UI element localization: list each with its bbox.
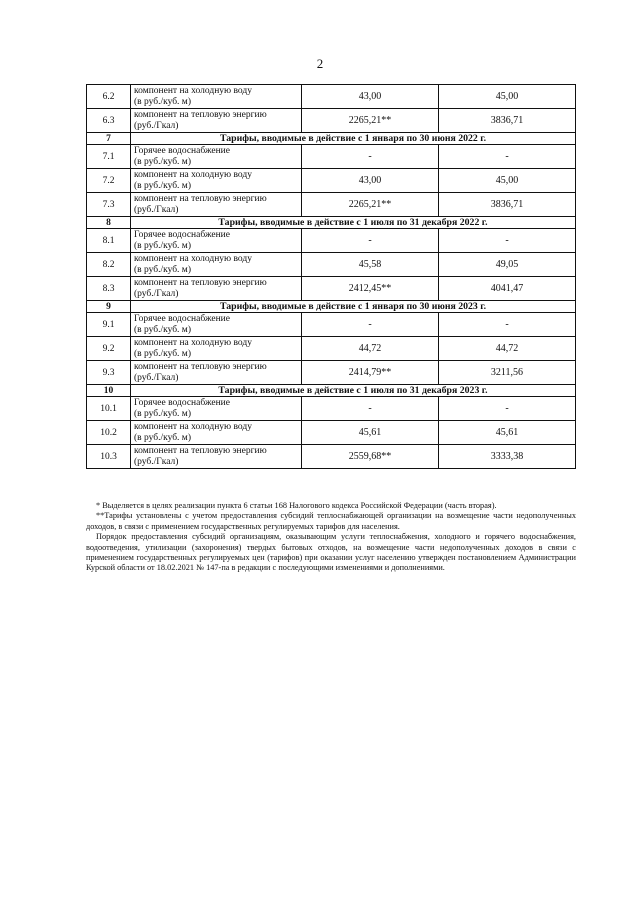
unit-line: (руб./Гкал) bbox=[134, 288, 179, 299]
footnote-subsidy: **Тарифы установлены с учетом предоставления субсидий теплоснабжающей организации на возмещение части недополученных доходов, в связи с применением государственных регулируемых тарифов для населения. bbox=[86, 511, 576, 531]
row-number: 6.2 bbox=[87, 85, 131, 109]
tariff-value-with-vat: 45,00 bbox=[439, 169, 576, 193]
table-row bbox=[87, 253, 576, 277]
footnote-vat: * Выделяется в целях реализации пункта 6 статьи 168 Налогового кодекса Российской Федерации (часть вторая). bbox=[96, 501, 497, 510]
description-line: Горячее водоснабжение bbox=[134, 313, 230, 324]
tariff-description bbox=[131, 397, 302, 421]
table-row bbox=[87, 313, 576, 337]
section-header-row bbox=[87, 133, 576, 145]
unit-line: (в руб./куб. м) bbox=[134, 348, 191, 359]
row-number: 10.2 bbox=[87, 421, 131, 445]
table-row bbox=[87, 337, 576, 361]
table-row bbox=[87, 109, 576, 133]
row-number: 8.3 bbox=[87, 277, 131, 301]
section-title: Тарифы, вводимые в действие с 1 июля по 31 декабря 2023 г. bbox=[131, 385, 576, 397]
section-header-row bbox=[87, 301, 576, 313]
unit-line: (в руб./куб. м) bbox=[134, 408, 191, 419]
row-number: 7.1 bbox=[87, 145, 131, 169]
tariff-description bbox=[131, 361, 302, 385]
tariff-value-without-vat: 2265,21** bbox=[302, 109, 439, 133]
row-number: 9.1 bbox=[87, 313, 131, 337]
table-row bbox=[87, 277, 576, 301]
row-number: 9.2 bbox=[87, 337, 131, 361]
tariff-value-without-vat: 45,61 bbox=[302, 421, 439, 445]
section-title: Тарифы, вводимые в действие с 1 января по 30 июня 2023 г. bbox=[131, 301, 576, 313]
row-number: 7.3 bbox=[87, 193, 131, 217]
tariff-description bbox=[131, 421, 302, 445]
section-number: 8 bbox=[87, 217, 131, 229]
tariff-value-without-vat: - bbox=[302, 397, 439, 421]
description-line: компонент на холодную воду bbox=[134, 421, 252, 432]
tariff-description bbox=[131, 253, 302, 277]
tariff-description bbox=[131, 277, 302, 301]
section-title: Тарифы, вводимые в действие с 1 января по 30 июня 2022 г. bbox=[131, 133, 576, 145]
section-number: 9 bbox=[87, 301, 131, 313]
tariff-value-with-vat: 3836,71 bbox=[439, 193, 576, 217]
description-line: компонент на холодную воду bbox=[134, 85, 252, 96]
table-row bbox=[87, 85, 576, 109]
unit-line: (в руб./куб. м) bbox=[134, 324, 191, 335]
section-title: Тарифы, вводимые в действие с 1 июля по 31 декабря 2022 г. bbox=[131, 217, 576, 229]
description-line: компонент на холодную воду bbox=[134, 337, 252, 348]
unit-line: (руб./Гкал) bbox=[134, 120, 179, 131]
tariff-value-without-vat: 45,58 bbox=[302, 253, 439, 277]
tariff-value-without-vat: 2559,68** bbox=[302, 445, 439, 469]
unit-line: (в руб./куб. м) bbox=[134, 240, 191, 251]
tariff-value-with-vat: - bbox=[439, 229, 576, 253]
unit-line: (в руб./куб. м) bbox=[134, 264, 191, 275]
description-line: Горячее водоснабжение bbox=[134, 229, 230, 240]
tariff-value-without-vat: - bbox=[302, 313, 439, 337]
description-line: компонент на тепловую энергию bbox=[134, 193, 267, 204]
tariff-value-with-vat: 3211,56 bbox=[439, 361, 576, 385]
tariff-description bbox=[131, 85, 302, 109]
table-row bbox=[87, 229, 576, 253]
page-number: 2 bbox=[316, 56, 324, 71]
tariff-value-with-vat: - bbox=[439, 145, 576, 169]
unit-line: (в руб./куб. м) bbox=[134, 96, 191, 107]
tariff-value-with-vat: 4041,47 bbox=[439, 277, 576, 301]
tariff-value-with-vat: 3836,71 bbox=[439, 109, 576, 133]
section-header-row bbox=[87, 385, 576, 397]
tariff-value-with-vat: - bbox=[439, 397, 576, 421]
tariff-description bbox=[131, 169, 302, 193]
row-number: 10.3 bbox=[87, 445, 131, 469]
tariff-value-without-vat: - bbox=[302, 229, 439, 253]
tariff-value-without-vat: 43,00 bbox=[302, 169, 439, 193]
tariff-description bbox=[131, 445, 302, 469]
row-number: 8.2 bbox=[87, 253, 131, 277]
tariff-value-without-vat: 44,72 bbox=[302, 337, 439, 361]
subsidy-procedure-paragraph: Порядок предоставления субсидий организациям, оказывающим услуги теплоснабжения, холодного и горячего водоснабжения, водоотведения, утилизации (захоронения) твердых бытовых отходов, на возмещение части недополученных доходов в связи с применением государственных регулируемых цен (тарифов) при оказании услуг населению утвержден постановлением Администрации Курской области от 18.02.2021 № 147-па в редакции с последующими изменениями и дополнениями. bbox=[86, 532, 576, 573]
description-line: компонент на тепловую энергию bbox=[134, 361, 267, 372]
description-line: компонент на холодную воду bbox=[134, 253, 252, 264]
tariff-value-with-vat: 3333,38 bbox=[439, 445, 576, 469]
tariff-description bbox=[131, 145, 302, 169]
tariff-table bbox=[86, 84, 576, 469]
section-number: 7 bbox=[87, 133, 131, 145]
section-number: 10 bbox=[87, 385, 131, 397]
table-row bbox=[87, 193, 576, 217]
unit-line: (руб./Гкал) bbox=[134, 456, 179, 467]
table-row bbox=[87, 361, 576, 385]
unit-line: (руб./Гкал) bbox=[134, 204, 179, 215]
footnotes bbox=[86, 501, 576, 574]
tariff-description bbox=[131, 193, 302, 217]
tariff-value-without-vat: 43,00 bbox=[302, 85, 439, 109]
description-line: Горячее водоснабжение bbox=[134, 145, 230, 156]
unit-line: (в руб./куб. м) bbox=[134, 156, 191, 167]
tariff-value-with-vat: - bbox=[439, 313, 576, 337]
unit-line: (руб./Гкал) bbox=[134, 372, 179, 383]
description-line: компонент на тепловую энергию bbox=[134, 445, 267, 456]
tariff-description bbox=[131, 109, 302, 133]
row-number: 10.1 bbox=[87, 397, 131, 421]
row-number: 7.2 bbox=[87, 169, 131, 193]
tariff-value-with-vat: 45,00 bbox=[439, 85, 576, 109]
row-number: 9.3 bbox=[87, 361, 131, 385]
description-line: компонент на холодную воду bbox=[134, 169, 252, 180]
description-line: компонент на тепловую энергию bbox=[134, 109, 267, 120]
tariff-value-without-vat: - bbox=[302, 145, 439, 169]
tariff-value-with-vat: 44,72 bbox=[439, 337, 576, 361]
unit-line: (в руб./куб. м) bbox=[134, 180, 191, 191]
tariff-value-without-vat: 2412,45** bbox=[302, 277, 439, 301]
description-line: Горячее водоснабжение bbox=[134, 397, 230, 408]
section-header-row bbox=[87, 217, 576, 229]
unit-line: (в руб./куб. м) bbox=[134, 432, 191, 443]
table-row bbox=[87, 445, 576, 469]
description-line: компонент на тепловую энергию bbox=[134, 277, 267, 288]
table-row bbox=[87, 145, 576, 169]
tariff-description bbox=[131, 229, 302, 253]
table-row bbox=[87, 169, 576, 193]
table-row bbox=[87, 397, 576, 421]
tariff-value-with-vat: 45,61 bbox=[439, 421, 576, 445]
tariff-value-without-vat: 2414,79** bbox=[302, 361, 439, 385]
tariff-description bbox=[131, 313, 302, 337]
tariff-value-without-vat: 2265,21** bbox=[302, 193, 439, 217]
table-row bbox=[87, 421, 576, 445]
tariff-value-with-vat: 49,05 bbox=[439, 253, 576, 277]
row-number: 6.3 bbox=[87, 109, 131, 133]
row-number: 8.1 bbox=[87, 229, 131, 253]
tariff-description bbox=[131, 337, 302, 361]
